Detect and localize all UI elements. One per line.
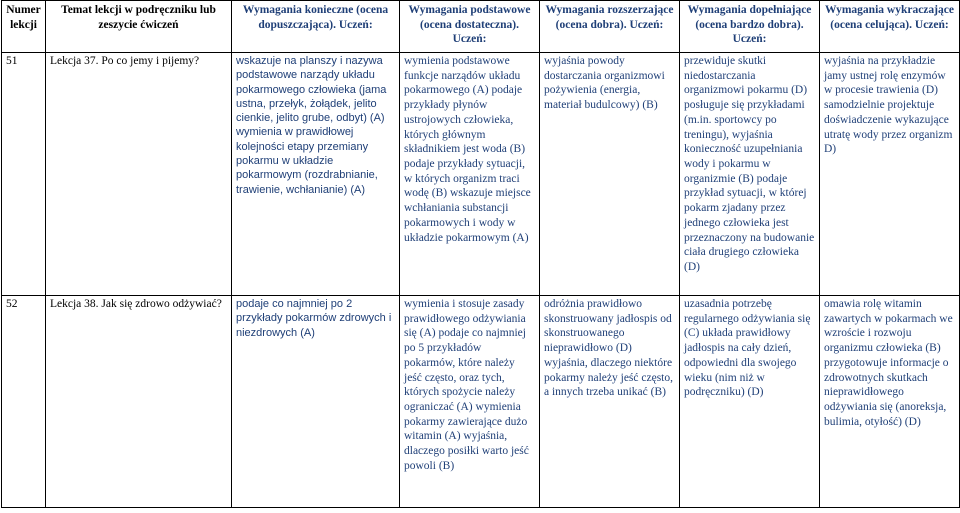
supplementary-requirements: uzasadnia potrzebę regularnego odżywiania się (C) układa prawidłowy jadłospis na cały dzień, odpowiedni dla swojego wieku (nim niż w podręczniku) (D) (680, 296, 820, 508)
header-lesson-number: Numer lekcji (2, 1, 46, 53)
lesson-number: 51 (2, 53, 46, 296)
supplementary-requirements: przewiduje skutki niedostarczania organizmowi pokarmu (D) posługuje się przykładami (m.in. sportowcy po treningu), wyjaśnia konieczność uzupełniania wody i pokarmu w organizmie (B) podaje przykład sytuacji, w której pokarm zjadany przez jednego człowieka jest przeznaczony na budowanie ciała drugiego człowieka (D) (680, 53, 820, 296)
header-necessary-requirements: Wymagania konieczne (ocena dopuszczająca). Uczeń: (232, 1, 400, 53)
curriculum-requirements-table (1, 0, 960, 508)
extended-requirements: wyjaśnia powody dostarczania organizmowi pożywienia (energia, materiał budulcowy) (B) (540, 53, 680, 296)
necessary-requirements: wskazuje na planszy i nazywa podstawowe narządy układu pokarmowego człowieka (jama ustna, przełyk, żołądek, jelito cienkie, jelito grube, odbyt) (A) wymienia w prawidłowej kolejności etapy przemiany pokarmu w układzie pokarmowym (rozdrabnianie, trawienie, wchłanianie) (A) (232, 53, 400, 296)
lesson-number: 52 (2, 296, 46, 508)
header-lesson-topic: Temat lekcji w podręczniku lub zeszycie ćwiczeń (46, 1, 232, 53)
table-header-row (2, 1, 960, 53)
header-beyond-requirements: Wymagania wykraczające (ocena celująca). Uczeń: (820, 1, 960, 53)
table-row (2, 296, 960, 508)
header-basic-requirements: Wymagania podstawowe (ocena dostateczna). Uczeń: (400, 1, 540, 53)
lesson-topic: Lekcja 38. Jak się zdrowo odżywiać? (46, 296, 232, 508)
header-supplementary-requirements: Wymagania dopełniające (ocena bardzo dobra). Uczeń: (680, 1, 820, 53)
beyond-requirements: wyjaśnia na przykładzie jamy ustnej rolę enzymów w procesie trawienia (D) samodzielnie projektuje doświadczenie wykazujące utratę wody przez organizm D) (820, 53, 960, 296)
header-extended-requirements: Wymagania rozszerzające (ocena dobra). Uczeń: (540, 1, 680, 53)
table-row (2, 53, 960, 296)
basic-requirements: wymienia i stosuje zasady prawidłowego odżywiania się (A) podaje co najmniej po 5 przykładów pokarmów, które należy jeść często, oraz tych, których spożycie należy ograniczać (A) wymienia pokarmy zawierające dużo witamin (A) wyjaśnia, dlaczego posiłki warto jeść powoli (B) (400, 296, 540, 508)
extended-requirements: odróżnia prawidłowo skonstruowany jadłospis od skonstruowanego nieprawidłowo (D) wyjaśnia, dlaczego niektóre pokarmy należy jeść często, a innych trzeba unikać (B) (540, 296, 680, 508)
beyond-requirements: omawia rolę witamin zawartych w pokarmach we wzroście i rozwoju organizmu człowieka (B) przygotowuje informacje o zdrowotnych skutkach nieprawidłowego odżywiania się (anoreksja, bulimia, otyłość) (D) (820, 296, 960, 508)
necessary-requirements: podaje co najmniej po 2 przykłady pokarmów zdrowych i niezdrowych (A) (232, 296, 400, 508)
lesson-topic: Lekcja 37. Po co jemy i pijemy? (46, 53, 232, 296)
basic-requirements: wymienia podstawowe funkcje narządów układu pokarmowego (A) podaje przykłady płynów ustrojowych człowieka, których głównym składnikiem jest woda (B) podaje przykłady sytuacji, w których organizm traci wodę (B) wskazuje miejsce wchłaniania substancji pokarmowych i wody w układzie pokarmowym (A) (400, 53, 540, 296)
